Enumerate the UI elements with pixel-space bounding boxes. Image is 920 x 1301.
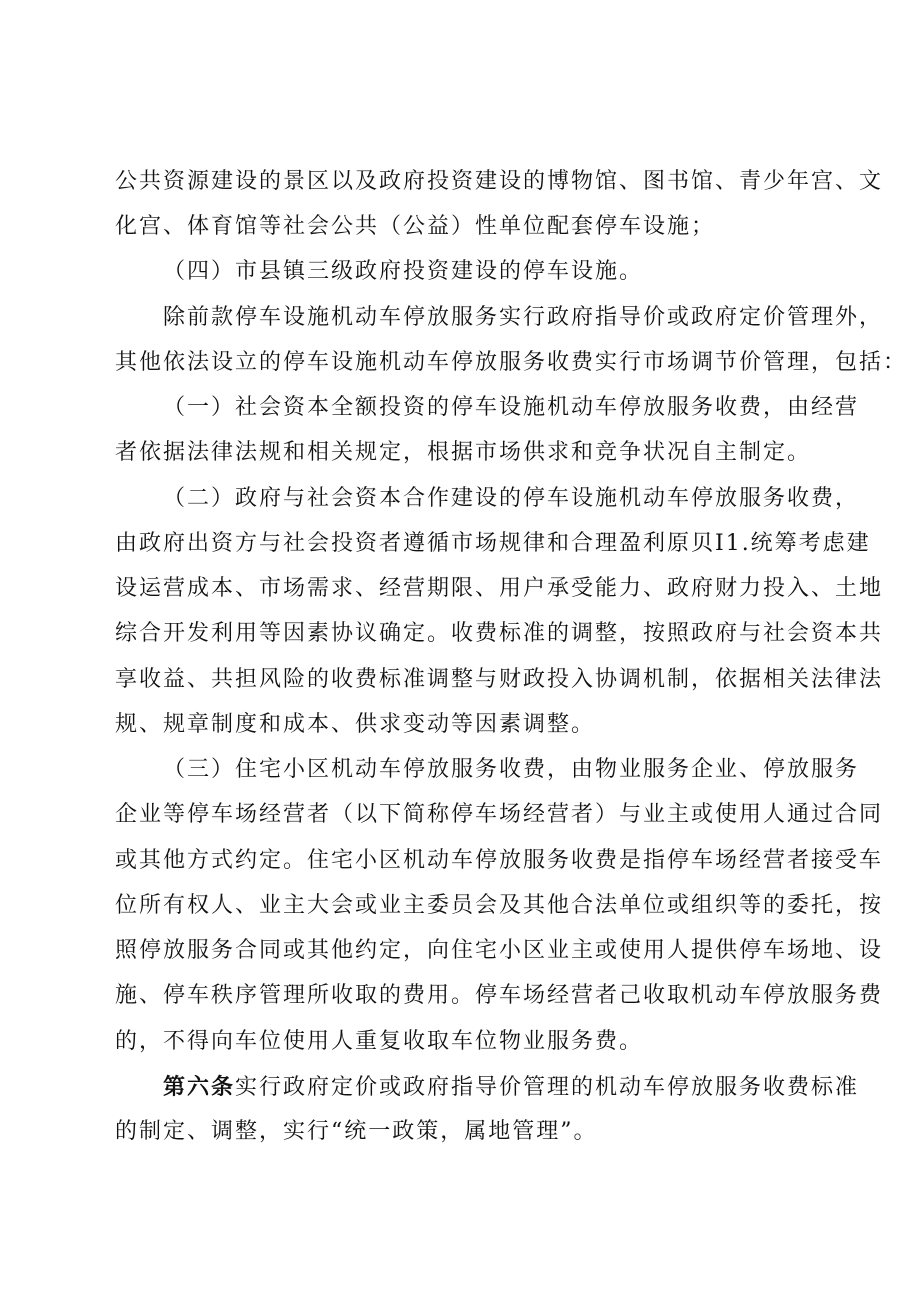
item-two-line-5: 享收益、共担风险的收费标准调整与财政投入协调机制，依据相关法律法 [115,667,884,692]
item-three-line-3: 或其他方式约定。住宅小区机动车停放服务收费是指停车场经营者接受车 [115,848,884,873]
paragraph-line-4: 除前款停车设施机动车停放服务实行政府指导价或政府定价管理外， [163,305,884,330]
item-two-line-2: 由政府出资方与社会投资者遵循市场规律和合理盈利原贝I1.统筹考虑建 [115,531,871,556]
item-three-line-2: 企业等停车场经营者（以下简称停车场经营者）与业主或使用人通过合同 [115,802,884,827]
article-six-text: 实行政府定价或政府指导价管理的机动车停放服务收费标准 [235,1075,860,1100]
item-two-line-3: 设运营成本、市场需求、经营期限、用户承受能力、政府财力投入、土地 [115,576,884,601]
article-six-label: 第六条 [163,1074,236,1100]
item-three-line-6: 施、停车秩序管理所收取的费用。停车场经营者己收取机动车停放服务费 [115,983,884,1008]
item-one-line-2: 者依据法律法规和相关规定，根据市场供求和竞争状况自主制定。 [115,440,812,465]
item-two-line-1: （二）政府与社会资本合作建设的停车设施机动车停放服务收费， [163,486,860,511]
item-two-line-4: 综合开发利用等因素协议确定。收费标准的调整，按照政府与社会资本共 [115,621,884,646]
paragraph-line-1: 公共资源建设的景区以及政府投资建设的博物馆、图书馆、青少年宫、文 [115,169,884,194]
item-three-line-4: 位所有权人、业主大会或业主委员会及其他合法单位或组织等的委托，按 [115,893,884,918]
article-six-line-2: 的制定、调整，实行“统一政策，属地管理”。 [115,1119,598,1144]
paragraph-line-2: 化宫、体育馆等社会公共（公益）性单位配套停车设施； [115,214,716,239]
item-three-line-5: 照停放服务合同或其他约定，向住宅小区业主或使用人提供停车场地、设 [115,938,884,963]
item-four-line: （四）市县镇三级政府投资建设的停车设施。 [163,259,644,284]
item-one-line-1: （一）社会资本全额投资的停车设施机动车停放服务收费，由经营 [163,395,860,420]
item-three-line-7: 的，不得向车位使用人重复收取车位物业服务费。 [115,1029,644,1054]
item-three-line-1: （三）住宅小区机动车停放服务收费，由物业服务企业、停放服务 [163,757,860,782]
item-two-line-6: 规、规章制度和成本、供求变动等因素调整。 [115,712,596,737]
paragraph-line-5: 其他依法设立的停车设施机动车停放服务收费实行市场调节价管理，包括： [115,350,908,375]
article-six-line-1 [163,1072,859,1102]
